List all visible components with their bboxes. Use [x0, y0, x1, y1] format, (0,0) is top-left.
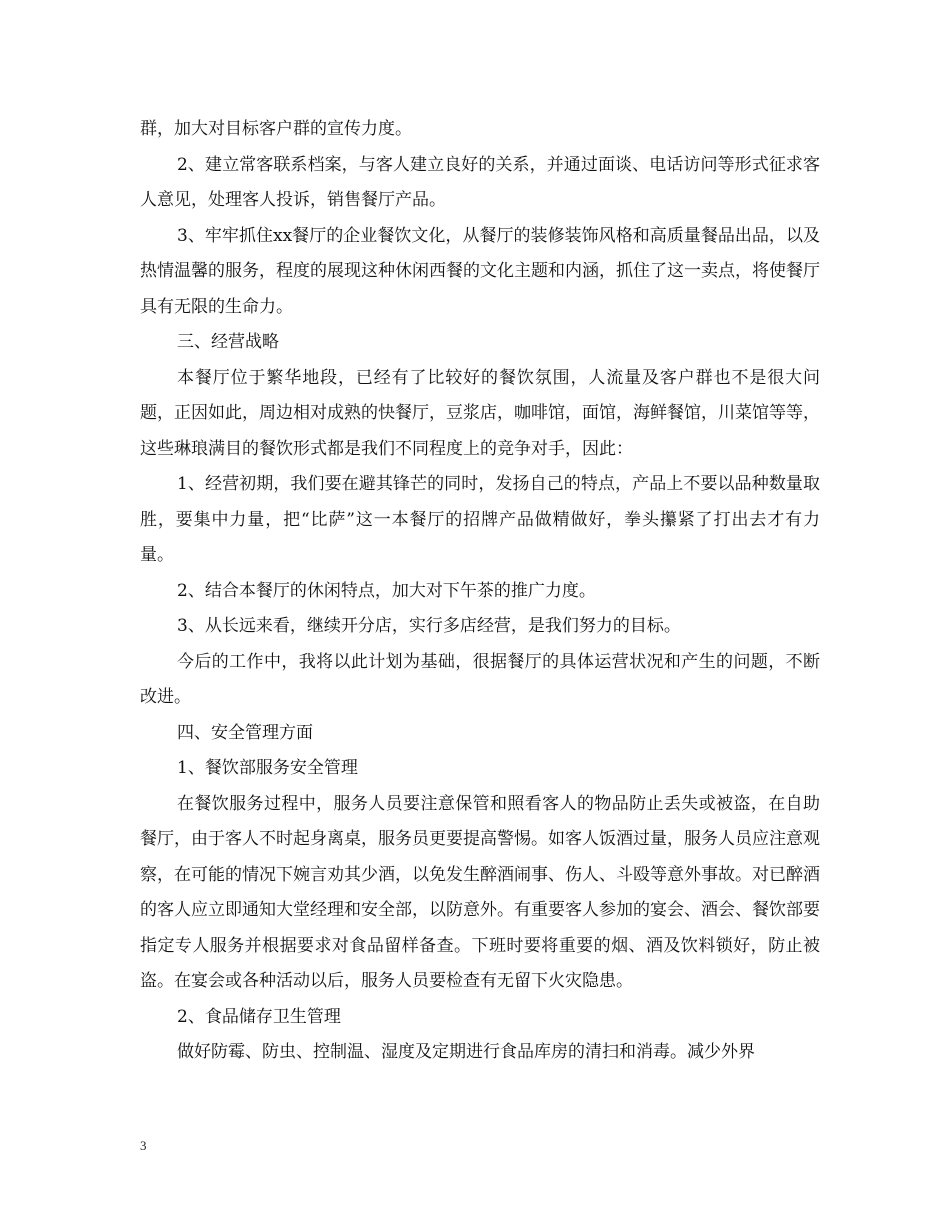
paragraph-future-work: 今后的工作中，我将以此计划为基础，很据餐厅的具体运营状况和产生的问题，不断改进。	[140, 651, 820, 707]
paragraph-item-2-customer-files: 2、建立常客联系档案，与客人建立良好的关系，并通过面谈、电话访问等形式征求客人意见，处理客人投诉，销售餐厅产品。	[140, 154, 820, 210]
paragraph-item-3-dining-culture: 3、牢牢抓住xx餐厅的企业餐饮文化，从餐厅的装修装饰风格和高质量餐品出品，以及热情温馨的服务，程度的展现这种休闲西餐的文化主题和内涵，抓住了这一卖点，将使餐厅具有无限的生命力。	[140, 225, 820, 317]
subheading-food-storage: 2、食品储存卫生管理	[177, 1006, 341, 1027]
section-heading-strategy: 三、经营战略	[177, 332, 279, 352]
paragraph-service-safety: 在餐饮服务过程中，服务人员要注意保管和照看客人的物品防止丢失或被盗，在自助餐厅，由于客人不时起身离桌，服务员更要提高警惕。如客人饭酒过量，服务人员应注意观察，在可能的情况下婉言劝其少酒，以免发生醉酒闹事、伤人、斗殴等意外事故。对已醉酒的客人应立即通知大堂经理和安全部，以防意外。有重要客人参加的宴会、酒会、餐饮部要指定专人服务并根据要求对食品留样备查。下班时要将重要的烟、酒及饮料锁好，防止被盗。在宴会或各种活动以后，服务人员要检查有无留下火灾隐患。	[140, 793, 820, 991]
paragraph-strategy-intro: 本餐厅位于繁华地段，已经有了比较好的餐饮氛围，人流量及客户群也不是很大问题，正因如此，周边相对成熟的快餐厅，豆浆店，咖啡馆，面馆，海鲜餐馆，川菜馆等等，这些琳琅满目的餐饮形式都是我们不同程度上的竞争对手，因此：	[140, 367, 820, 459]
document-body	[140, 112, 820, 1071]
subheading-service-safety: 1、餐饮部服务安全管理	[177, 758, 358, 778]
paragraph-strategy-2: 2、结合本餐厅的休闲特点，加大对下午茶的推广力度。	[177, 580, 596, 601]
paragraph-food-storage: 做好防霉、防虫、控制温、湿度及定期进行食品库房的清扫和消毒。减少外界	[177, 1042, 755, 1062]
section-heading-safety: 四、安全管理方面	[177, 722, 313, 743]
paragraph-strategy-3: 3、从长远来看，继续开分店，实行多店经营，是我们努力的目标。	[177, 616, 681, 636]
paragraph-strategy-1: 1、经营初期，我们要在避其锋芒的同时，发扬自己的特点，产品上不要以品种数量取胜，要集中力量，把“比萨”这一本餐厅的招牌产品做精做好，拳头攥紧了打出去才有力量。	[140, 474, 820, 565]
page-number: 3	[140, 1138, 147, 1153]
paragraph-continuation: 群，加大对目标客户群的宣传力度。	[140, 119, 412, 139]
